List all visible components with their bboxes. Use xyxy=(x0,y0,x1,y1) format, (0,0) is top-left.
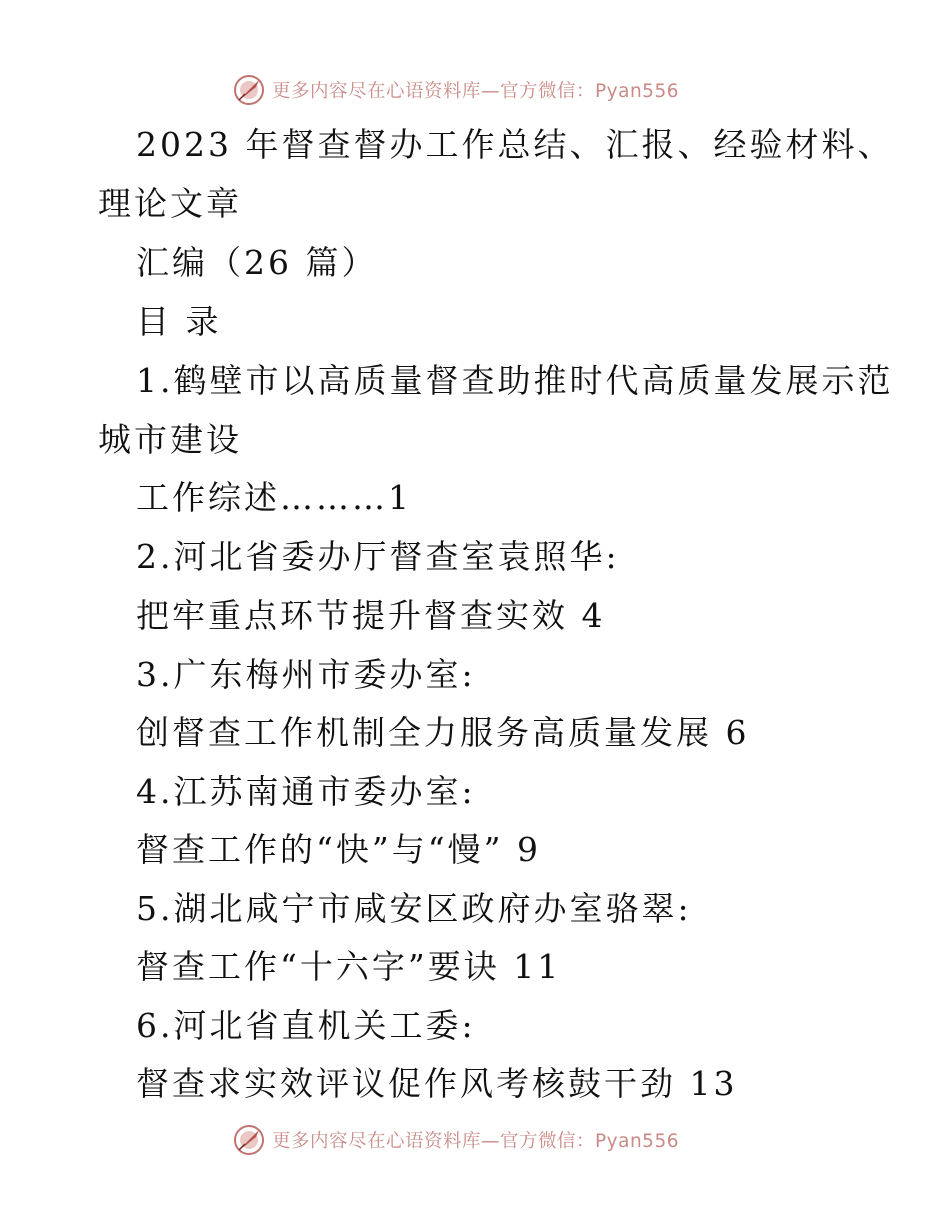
toc-entry-heading: 5.湖北咸宁市咸安区政府办室骆翠: xyxy=(136,889,692,928)
toc-entry-heading: 2.河北省委办厅督查室袁照华: xyxy=(136,537,620,576)
document-title-line-3: 汇编（26 篇） xyxy=(136,243,378,282)
toc-entry-subtitle: 督查工作“十六字”要诀 11 xyxy=(136,947,562,986)
document-title-line-2: 理论文章 xyxy=(98,184,242,223)
toc-entry-subtitle: 督查求实效评议促作风考核鼓干劲 13 xyxy=(136,1064,738,1103)
toc-entry-heading-continued: 城市建设 xyxy=(98,420,242,459)
toc-entry-subtitle: 创督查工作机制全力服务高质量发展 6 xyxy=(136,713,750,752)
footer-banner-text: 更多内容尽在心语资料库—官方微信：Pyan556 xyxy=(272,1131,679,1152)
toc-entry-subtitle: 把牢重点环节提升督查实效 4 xyxy=(136,596,606,635)
toc-entry-subtitle: 督查工作的“快”与“慢” 9 xyxy=(136,830,541,869)
header-banner-text: 更多内容尽在心语资料库—官方微信：Pyan556 xyxy=(272,81,679,102)
toc-entry-heading: 6.河北省直机关工委: xyxy=(136,1006,476,1045)
quill-pen-seal-icon xyxy=(232,1123,266,1157)
toc-entry-heading: 1.鹤壁市以高质量督查助推时代高质量发展示范 xyxy=(136,361,894,400)
footer-banner xyxy=(232,1120,712,1160)
toc-entry-subtitle: 工作综述………1 xyxy=(136,478,412,517)
document-title-line-1: 2023 年督查督办工作总结、汇报、经验材料、 xyxy=(136,125,894,164)
toc-entry-heading: 4.江苏南通市委办室: xyxy=(136,772,476,811)
toc-entry-heading: 3.广东梅州市委办室: xyxy=(136,655,476,694)
toc-heading: 目 录 xyxy=(136,302,222,341)
